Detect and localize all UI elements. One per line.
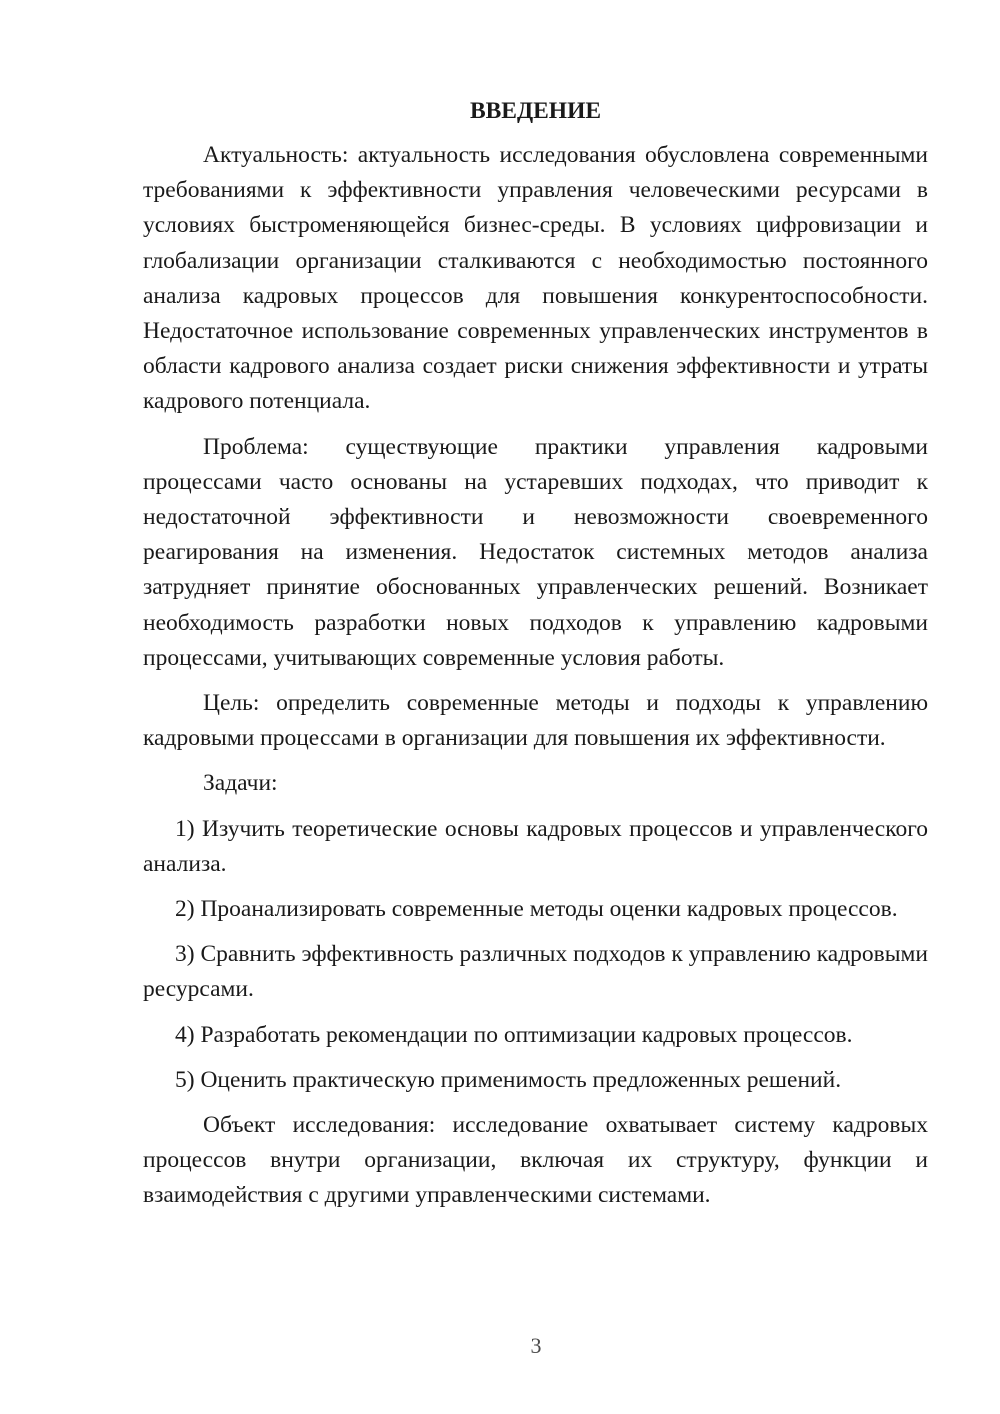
- paragraph-problem: Проблема: существующие практики управления кадровыми процессами часто основаны на устаревших подходах, что приводит к недостаточной эффективности и невозможности своевременного реагирования на изменения. Недостаток системных методов анализа затрудняет принятие обоснованных управленческих решений. Возникает необходимость разработки новых подходов к управлению кадровыми процессами, учитывающих современные условия работы.: [143, 433, 928, 671]
- task-item: 4) Разработать рекомендации по оптимизации кадровых процессов.: [175, 1021, 853, 1048]
- paragraph-relevance: Актуальность: актуальность исследования обусловлена современными требованиями к эффективности управления человеческими ресурсами в условиях быстроменяющейся бизнес-среды. В условиях цифровизации и глобализации организации сталкиваются с необходимостью постоянного анализа кадровых процессов для повышения конкурентоспособности. Недостаточное использование современных управленческих инструментов в области кадрового анализа создает риски снижения эффективности и утраты кадрового потенциала.: [143, 142, 928, 415]
- task-item: 1) Изучить теоретические основы кадровых процессов и управленческого анализа.: [143, 815, 928, 877]
- document-page: [143, 94, 928, 1224]
- task-item: 5) Оценить практическую применимость предложенных решений.: [175, 1066, 842, 1093]
- paragraph-goal: Цель: определить современные методы и подходы к управлению кадровыми процессами в организации для повышения их эффективности.: [143, 690, 928, 752]
- tasks-heading: Задачи:: [203, 770, 278, 797]
- page-number: 3: [530, 1333, 542, 1358]
- section-title: ВВЕДЕНИЕ: [469, 98, 602, 124]
- task-item: 3) Сравнить эффективность различных подходов к управлению кадровыми ресурсами.: [143, 941, 928, 1003]
- task-item: 2) Проанализировать современные методы оценки кадровых процессов.: [175, 896, 898, 923]
- paragraph-object: Объект исследования: исследование охватывает систему кадровых процессов внутри организации, включая их структуру, функции и взаимодействия с другими управленческими системами.: [143, 1112, 928, 1209]
